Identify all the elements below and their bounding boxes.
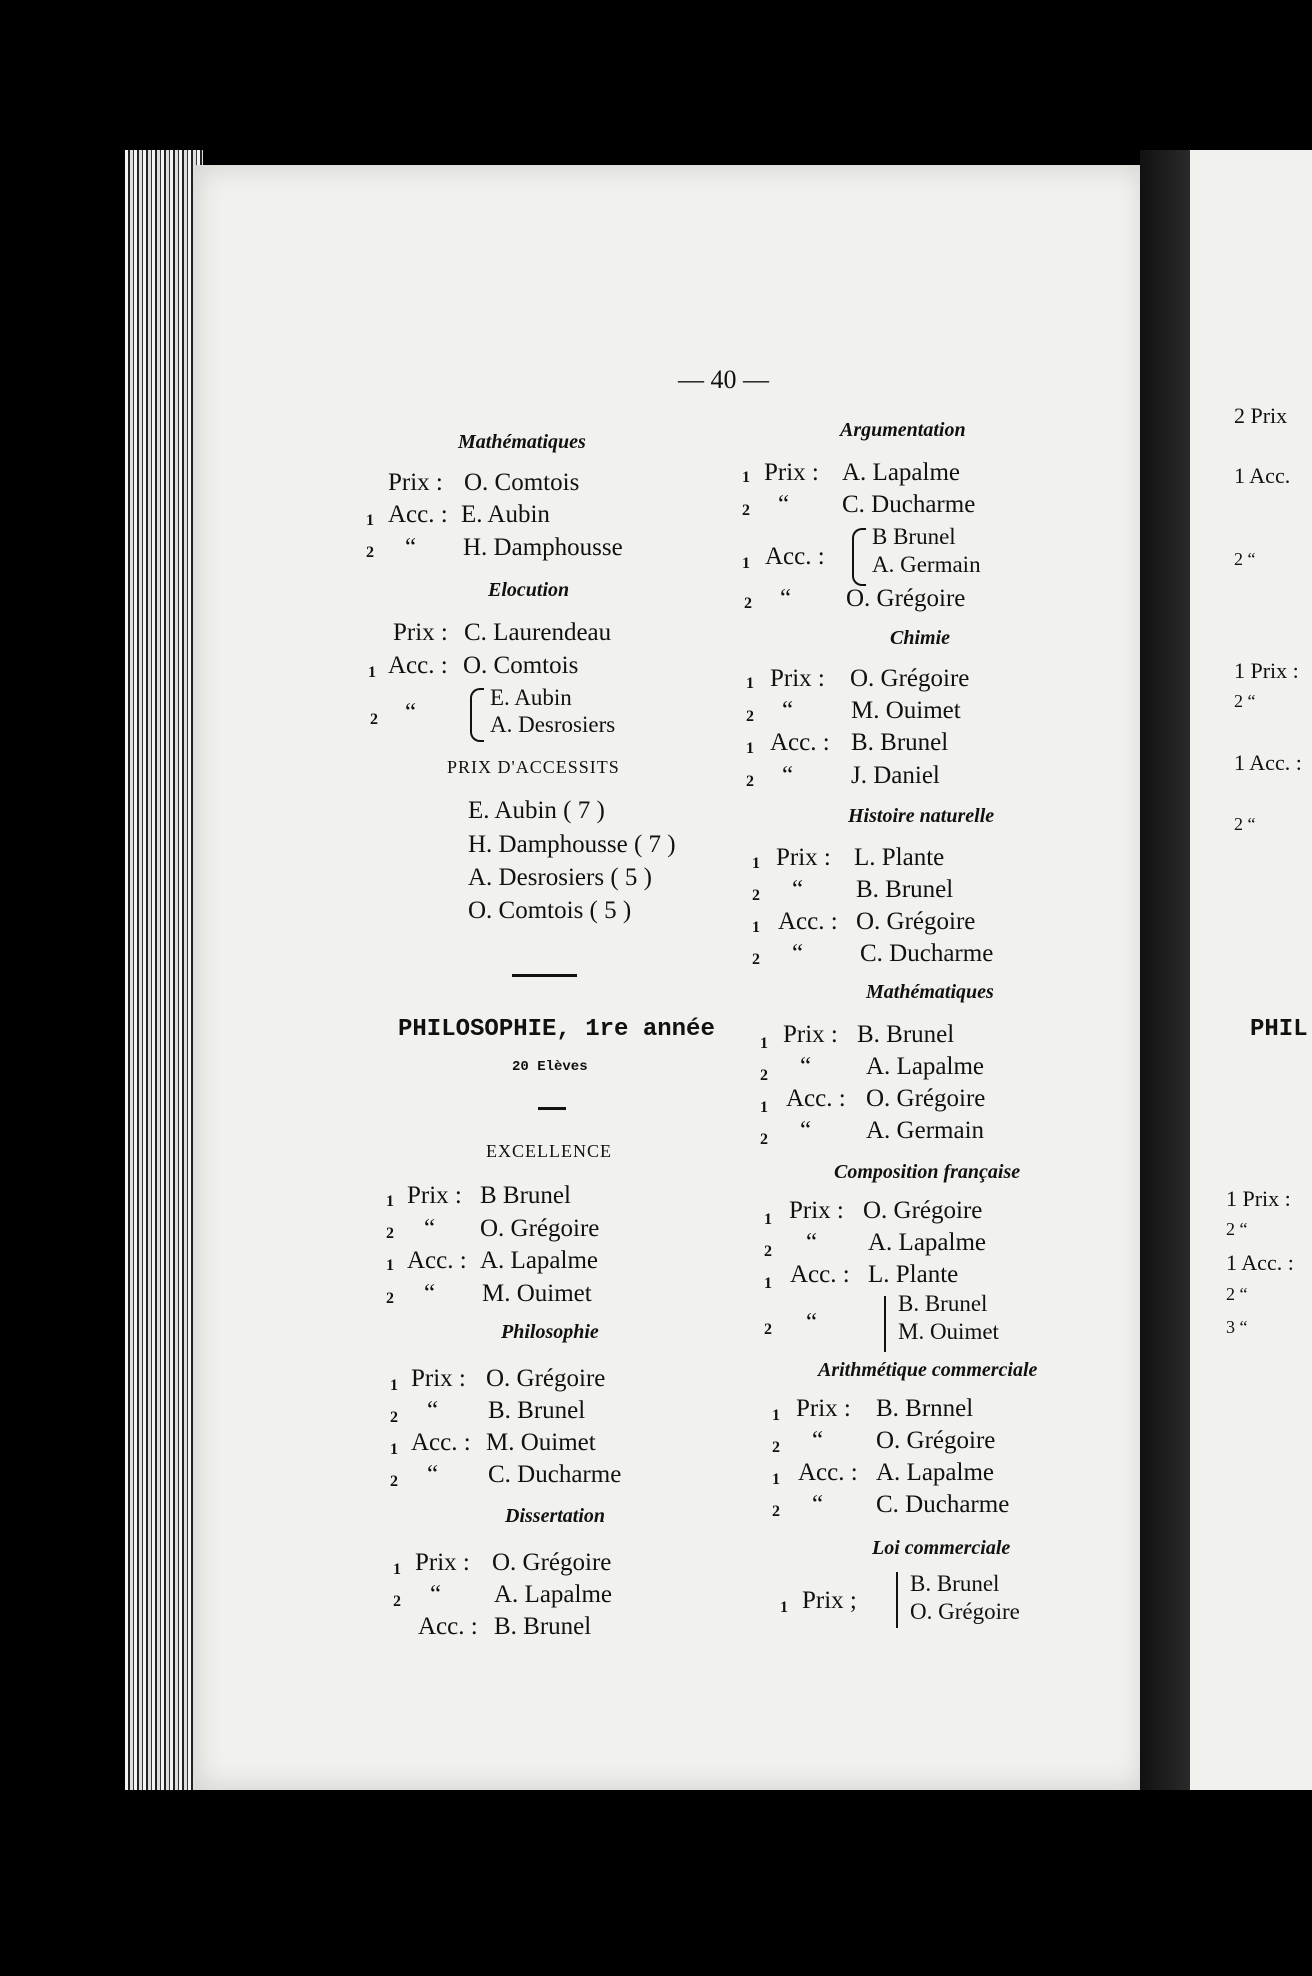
short-divider xyxy=(538,1107,566,1110)
rank: 1 xyxy=(752,919,760,936)
student-name: M. Ouimet xyxy=(851,697,961,724)
rank: 2 xyxy=(390,1409,398,1426)
rank: 1 xyxy=(760,1035,768,1052)
prize-label: Prix : xyxy=(407,1182,462,1209)
rank: 2 xyxy=(742,502,750,519)
rank: 1 xyxy=(368,664,376,681)
section-heading-mathematiques: Mathématiques xyxy=(458,431,586,453)
rank: 2 xyxy=(760,1067,768,1084)
section-heading-mathematiques-2: Mathématiques xyxy=(866,981,994,1003)
student-name: O. Grégoire xyxy=(876,1427,996,1454)
prize-label: Prix : xyxy=(388,469,443,496)
prize-label: “ xyxy=(424,1215,436,1242)
prize-label: Prix : xyxy=(796,1395,851,1422)
rank: 1 xyxy=(764,1275,772,1292)
next-page-text: 2 “ xyxy=(1234,549,1256,569)
accessit-entry: A. Desrosiers ( 5 ) xyxy=(468,864,652,891)
student-name: O. Grégoire xyxy=(863,1197,983,1224)
prize-label: Prix : xyxy=(770,665,825,692)
prize-label: “ xyxy=(424,1280,436,1307)
student-name: C. Ducharme xyxy=(860,940,994,967)
rank: 2 xyxy=(772,1503,780,1520)
prize-label: “ xyxy=(800,1117,812,1144)
accessit-entry: H. Damphousse ( 7 ) xyxy=(468,831,676,858)
rank: 1 xyxy=(760,1099,768,1116)
student-name: B. Brunel xyxy=(857,1021,955,1048)
section-heading-elocution: Elocution xyxy=(488,579,570,601)
rank: 1 xyxy=(746,740,754,757)
accessit-entry: E. Aubin ( 7 ) xyxy=(468,797,605,824)
rank: 2 xyxy=(366,544,374,561)
student-name: B Brunel xyxy=(872,524,956,549)
student-name: E. Aubin xyxy=(490,685,572,710)
page-number: — 40 — xyxy=(678,365,769,394)
student-name: A. Germain xyxy=(872,552,981,577)
prize-label: “ xyxy=(780,585,792,612)
rank: 2 xyxy=(772,1439,780,1456)
rank: 1 xyxy=(752,855,760,872)
prize-label: Prix : xyxy=(789,1197,844,1224)
student-name: H. Damphousse xyxy=(463,534,623,561)
prize-label: “ xyxy=(806,1229,818,1256)
rank: 1 xyxy=(764,1211,772,1228)
rank: 1 xyxy=(393,1561,401,1578)
student-name: A. Lapalme xyxy=(876,1459,995,1486)
student-name: A. Lapalme xyxy=(868,1229,987,1256)
ornament-divider xyxy=(512,974,577,977)
rank: 1 xyxy=(742,555,750,572)
student-name: B. Brunel xyxy=(910,1571,1000,1596)
rank: 1 xyxy=(772,1471,780,1488)
rank: 2 xyxy=(746,708,754,725)
next-page-text: 2 “ xyxy=(1226,1284,1248,1304)
rank: 2 xyxy=(764,1243,772,1260)
prize-label: Prix : xyxy=(764,459,819,486)
section-heading-philosophie: Philosophie xyxy=(501,1321,599,1343)
prize-label: “ xyxy=(800,1053,812,1080)
next-page-text: 2 “ xyxy=(1234,691,1256,711)
rank: 2 xyxy=(744,595,752,612)
student-name: B. Brunel xyxy=(488,1397,586,1424)
rank: 2 xyxy=(764,1321,772,1338)
student-name: M. Ouimet xyxy=(482,1280,592,1307)
prize-label: Prix : xyxy=(411,1365,466,1392)
prize-label: Prix ; xyxy=(802,1587,857,1614)
prize-label: “ xyxy=(812,1427,824,1454)
next-page-text: 1 Acc. : xyxy=(1226,1250,1294,1275)
rank: 2 xyxy=(370,711,378,728)
prize-label: Acc. : xyxy=(407,1247,467,1274)
student-name: O. Grégoire xyxy=(850,665,970,692)
student-name: B. Brnnel xyxy=(876,1395,974,1422)
prize-label: Acc. : xyxy=(388,501,448,528)
prize-label: Acc. : xyxy=(790,1261,850,1288)
prize-label: Acc. : xyxy=(411,1429,471,1456)
rank: 2 xyxy=(760,1131,768,1148)
student-name: L. Plante xyxy=(854,844,945,871)
student-name: B Brunel xyxy=(480,1182,571,1209)
prize-label: Acc. : xyxy=(798,1459,858,1486)
rank: 1 xyxy=(386,1193,394,1210)
section-heading-excellence: EXCELLENCE xyxy=(486,1141,612,1161)
student-name: O. Grégoire xyxy=(492,1549,612,1576)
prize-label: Acc. : xyxy=(765,543,825,570)
student-name: J. Daniel xyxy=(851,762,940,789)
next-page-text: 2 “ xyxy=(1226,1219,1248,1239)
prize-label: Acc. : xyxy=(770,729,830,756)
next-page-text: 2 Prix xyxy=(1234,403,1288,428)
student-name: C. Laurendeau xyxy=(464,619,612,646)
student-name: O. Grégoire xyxy=(480,1215,600,1242)
rank: 1 xyxy=(390,1441,398,1458)
prize-label: “ xyxy=(792,940,804,967)
prize-label: “ xyxy=(778,491,790,518)
next-page-title: PHIL xyxy=(1250,1016,1308,1043)
section-heading-argumentation: Argumentation xyxy=(840,419,966,441)
book-gutter xyxy=(1140,150,1190,1790)
student-name: E. Aubin xyxy=(461,501,550,528)
rank: 2 xyxy=(746,773,754,790)
student-name: M. Ouimet xyxy=(898,1319,999,1344)
rank: 2 xyxy=(386,1290,394,1307)
student-name: B. Brunel xyxy=(898,1291,988,1316)
next-page-text: 3 “ xyxy=(1226,1317,1248,1337)
rank: 1 xyxy=(366,512,374,529)
student-name: O. Grégoire xyxy=(856,908,976,935)
bracket-bar xyxy=(884,1296,886,1352)
student-name: C. Ducharme xyxy=(876,1491,1010,1518)
student-name: B. Brunel xyxy=(851,729,949,756)
rank: 1 xyxy=(780,1599,788,1616)
student-name: A. Lapalme xyxy=(480,1247,599,1274)
prize-label: Prix : xyxy=(776,844,831,871)
rank: 1 xyxy=(772,1407,780,1424)
prize-label: “ xyxy=(430,1581,442,1608)
rank: 2 xyxy=(393,1593,401,1610)
rank: 2 xyxy=(752,887,760,904)
prize-label: Acc. : xyxy=(388,652,448,679)
student-name: C. Ducharme xyxy=(842,491,976,518)
next-page-fragment xyxy=(1190,150,1312,1790)
student-name: C. Ducharme xyxy=(488,1461,622,1488)
student-name: O. Grégoire xyxy=(846,585,966,612)
section-heading-chimie: Chimie xyxy=(890,627,951,649)
rank: 2 xyxy=(752,951,760,968)
next-page-text: 1 Prix : xyxy=(1234,658,1299,683)
page-edges xyxy=(125,150,203,1790)
rank: 1 xyxy=(742,469,750,486)
student-name: B. Brunel xyxy=(494,1613,592,1640)
student-name: L. Plante xyxy=(868,1261,959,1288)
student-name: O. Comtois xyxy=(464,469,580,496)
student-name: O. Grégoire xyxy=(866,1085,986,1112)
student-name: A. Germain xyxy=(866,1117,985,1144)
student-name: O. Comtois xyxy=(463,652,579,679)
prize-label: Prix : xyxy=(393,619,448,646)
accessit-entry: O. Comtois ( 5 ) xyxy=(468,897,632,924)
prize-label: “ xyxy=(792,876,804,903)
section-heading-histoire-naturelle: Histoire naturelle xyxy=(848,805,995,827)
prize-label: “ xyxy=(405,534,417,561)
section-heading-composition-francaise: Composition française xyxy=(834,1161,1021,1183)
student-name: B. Brunel xyxy=(856,876,954,903)
student-name: A. Desrosiers xyxy=(490,712,616,737)
prize-label: “ xyxy=(405,699,417,726)
section-heading-prix-accessits: PRIX D'ACCESSITS xyxy=(447,757,620,777)
student-name: A. Lapalme xyxy=(866,1053,985,1080)
prize-label: “ xyxy=(782,697,794,724)
prize-label: Prix : xyxy=(783,1021,838,1048)
brace xyxy=(470,688,484,742)
section-heading-dissertation: Dissertation xyxy=(505,1505,606,1527)
bracket-bar xyxy=(896,1572,898,1628)
student-name: A. Lapalme xyxy=(842,459,961,486)
student-name: A. Lapalme xyxy=(494,1581,613,1608)
rank: 1 xyxy=(390,1377,398,1394)
rank: 1 xyxy=(386,1257,394,1274)
prize-label: “ xyxy=(812,1491,824,1518)
rank: 2 xyxy=(390,1473,398,1490)
next-page-text: 2 “ xyxy=(1234,814,1256,834)
prize-label: “ xyxy=(427,1397,439,1424)
prize-label: “ xyxy=(806,1309,818,1336)
prize-label: Acc. : xyxy=(778,908,838,935)
section-title-philosophie: PHILOSOPHIE, 1re année xyxy=(398,1016,715,1043)
prize-label: “ xyxy=(782,762,794,789)
student-count: 20 Elèves xyxy=(512,1059,588,1075)
brace xyxy=(852,528,866,586)
prize-label: Acc. : xyxy=(786,1085,846,1112)
next-page-text: 1 Acc. xyxy=(1234,463,1291,488)
prize-label: Prix : xyxy=(415,1549,470,1576)
prize-label: “ xyxy=(427,1461,439,1488)
section-heading-loi-commerciale: Loi commerciale xyxy=(872,1537,1011,1559)
rank: 2 xyxy=(386,1225,394,1242)
student-name: M. Ouimet xyxy=(486,1429,596,1456)
next-page-text: 1 Acc. : xyxy=(1234,750,1302,775)
student-name: O. Grégoire xyxy=(486,1365,606,1392)
prize-label: Acc. : xyxy=(418,1613,478,1640)
next-page-text: 1 Prix : xyxy=(1226,1186,1291,1211)
student-name: O. Grégoire xyxy=(910,1599,1020,1624)
rank: 1 xyxy=(746,675,754,692)
section-heading-arithmetique-commerciale: Arithmétique commerciale xyxy=(818,1359,1038,1381)
